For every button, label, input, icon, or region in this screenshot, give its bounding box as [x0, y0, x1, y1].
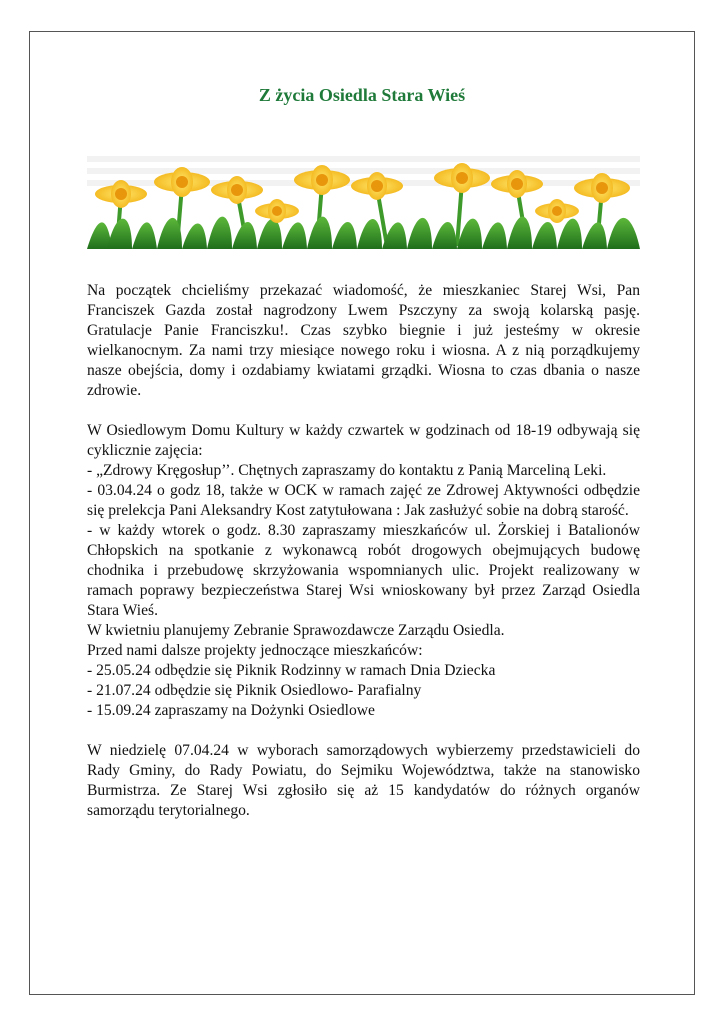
line-projekty: Przed nami dalsze projekty jednoczące mieszkańców: [87, 642, 423, 659]
event-item: - 25.05.24 odbędzie się Piknik Rodzinny w ramach Dnia Dziecka [87, 662, 496, 679]
list-item-prelekcja: - 03.04.24 o godz 18, także w OCK w ramach zajęć ze Zdrowej Aktywności odbędzie się prelekcja Pani Aleksandry Kost zatytułowana : Jak zasłużyć sobie na dobrą starość. [87, 482, 640, 519]
article-body [87, 281, 640, 821]
paragraph-intro: Na początek chcieliśmy przekazać wiadomość, że mieszkaniec Starej Wsi, Pan Franciszek Gazda został nagrodzony Lwem Pszczyny za swoją kolarską pasję. Gratulacje Panie Franciszku!. Czas szybko biegnie i już jesteśmy w okresie wielkanocnym. Za nami trzy miesiące nowego roku i wiosna. A z nią porządkujemy nasze obejścia, domy i ozdabiamy kwiatami grządki. Wiosna to czas dbania o nasze zdrowie. [87, 282, 640, 399]
paragraph-classes-intro: W Osiedlowym Domu Kultury w każdy czwartek w godzinach od 18-19 odbywają się cyklicznie zajęcia: [87, 422, 640, 459]
event-item: - 21.07.24 odbędzie się Piknik Osiedlowo- Parafialny [87, 682, 422, 699]
daffodils-banner-image [87, 156, 640, 249]
event-item: - 15.09.24 zapraszamy na Dożynki Osiedlowe [87, 702, 375, 719]
line-zebranie: W kwietniu planujemy Zebranie Sprawozdawcze Zarządu Osiedla. [87, 622, 505, 639]
list-item-wtorek-spotkanie: - w każdy wtorek o godz. 8.30 zapraszamy mieszkańców ul. Żorskiej i Batalionów Chłopskich na spotkanie z wykonawcą robót drogowych obejmujących budowę chodnika i przebudowę skrzyżowania wspomnianych ulic. Projekt realizowany w ramach poprawy bezpieczeństwa Starej Wsi wnioskowany był przez Zarząd Osiedla Stara Wieś. [87, 522, 640, 619]
paragraph-elections: W niedzielę 07.04.24 w wyborach samorządowych wybierzemy przedstawicieli do Rady Gminy, do Rady Powiatu, do Sejmiku Województwa, także na stanowisko Burmistrza. Ze Starej Wsi zgłosiło się aż 15 kandydatów do różnych organów samorządu terytorialnego. [87, 742, 640, 819]
page-title: Z życia Osiedla Stara Wieś [258, 85, 466, 105]
list-item-zdrowy-kregoslup: - „Zdrowy Kręgosłup’’. Chętnych zapraszamy do kontaktu z Panią Marceliną Leki. [87, 462, 607, 479]
